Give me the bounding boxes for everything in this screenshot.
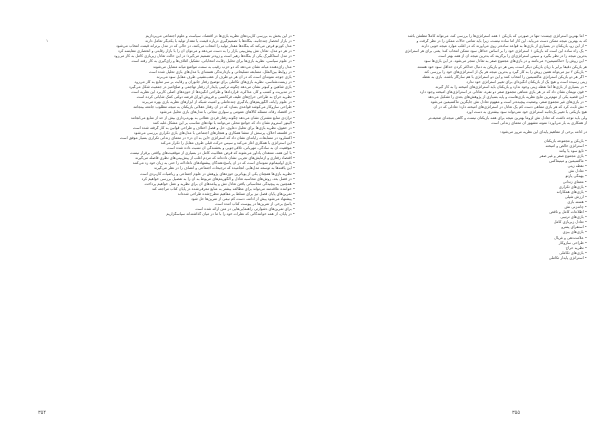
list-item: • طراحی سازوکار xyxy=(558,240,587,245)
text-line: • پاسخ برخی از تمرین‌ها در پیوست کتاب آمده است xyxy=(215,202,295,207)
right-page-number: ۳۵۵ xyxy=(512,410,521,416)
list-item: • تابع سود یا پیامد xyxy=(559,148,587,153)
list-item: • استقرای پسرو xyxy=(561,225,587,230)
list-item: • بازی‌های همکارانه xyxy=(556,189,587,194)
text-line: • در فصل بعد، روش‌های محاسبه تعادل و الگوریتم‌های مربوط به آن را به تفصیل بررسی خواهیم کرد xyxy=(141,176,295,181)
text-line: • در این بخش به بررسی کاربردهای نظریه بازی‌ها در اقتصاد، سیاست و علوم اجتماعی می‌پردازیم xyxy=(145,34,295,38)
text-line: • در پایان، از همه خوانندگانی که نظرات خود را با ما در میان گذاشته‌اند سپاسگزاریم xyxy=(166,212,295,217)
list-item: • استراتژی پایدار تکاملی xyxy=(548,255,587,260)
text-line: ولی باید توجه داشت که تعادل نش لزوماً بهترین نتیجه برای همه بازیکنان نیست و گاهی نتیجه‌ای ضعیف‌تر xyxy=(428,115,587,120)
text-line: • از این رو، بازیکنان در بسیاری از بازی‌ها به قواعد ساده‌تر روی می‌آورند که در اغلب موارد نتیجه خوبی دارند xyxy=(421,44,587,49)
text-line: • در علوم رایانه، الگوریتم‌های یادگیری چندعاملی و امنیت شبکه از ابزارهای نظریه بازی بهره می‌برند xyxy=(141,100,295,105)
list-item: • ماکسیمین و مینیماکس xyxy=(549,159,587,164)
text-line: • نظریه بازی‌ها همچنان یکی از پویاترین حوزه‌های پژوهش در علوم اجتماعی و ریاضیات کاربردی است xyxy=(140,171,295,176)
text-line: • در بسیاری از بازی‌ها اما نقطه زینی وجود ندارد و بازیکنان باید استراتژی‌های آمیخته را به کار گیرند xyxy=(435,84,587,89)
text-line: • بازی اولتیماتوم نمونه‌ای است که در آن پاسخ‌دهندگان پیشنهادهای ناعادلانه را حتی به زیان خود رد می‌کنند xyxy=(132,161,295,166)
list-item: • هسته بازی xyxy=(567,199,587,204)
text-line: که به بهترین نتیجه ممکن دست می‌یابد. این کار اما ساده نیست، زیرا باید تمامی حالات ممکن را در نظر گرفت و xyxy=(416,39,587,44)
list-item: • بازی‌های ترتیبی xyxy=(560,215,587,220)
list-item: • اطلاعات کامل و ناقص xyxy=(549,210,587,215)
list-item: • بهینگی پارتو xyxy=(565,174,587,179)
list-item: • بازی‌های تکاملی xyxy=(559,250,587,255)
text-line: • نظریه حراج به طراحی حراج‌های طیف فرکانسی و فروش اوراق قرضه دولتی کمک شایانی کرده است xyxy=(136,95,295,100)
text-line: هیچ بازیکنی با تغییر یک‌جانبه استراتژی خود نمی‌تواند سود بیشتری به دست آورد xyxy=(466,110,587,115)
text-line: • خواننده علاقه‌مند می‌تواند برای مطالعه بیشتر به منابع معرفی‌شده در پایان کتاب مراجعه کند xyxy=(151,186,295,191)
text-line: • این یافته‌ها به توسعه مدل‌هایی انجامیده که ترجیحات اجتماعی و انصاف را در نظر می‌گیرند xyxy=(153,166,295,171)
list-item: • بازیکن و مجموعه بازیکنان xyxy=(544,138,587,143)
list-item: • بازی‌های تکراری xyxy=(558,184,587,189)
text-line: • پیشنهاد می‌شود پیش از ادامه، دست کم نیمی از تمرین‌ها حل شود xyxy=(191,197,295,201)
text-line: • اگر هر دو بازیکن استراتژی ماکسیمین را انتخاب کنند و این دو استراتژی با هم سازگار باشند، بازی به نقطه xyxy=(422,74,587,79)
right-page-paragraph xyxy=(322,34,587,126)
text-line: • فون نویمان نشان داد که در هر بازی متناهی مجموع صفر دو نفره، تعادلی در استراتژی‌های آمیخته وجود دارد xyxy=(419,90,587,95)
text-line: • در روابط بین‌الملل، مسابقه تسلیحاتی و بازدارندگی هسته‌ای با مدل‌های بازی تحلیل شده است xyxy=(149,69,295,74)
text-line: • این روش را «ماکسیمین» می‌نامند و در بازی‌های مجموع صفر به تعادل منجر می‌شود. در این بازی‌ها سود xyxy=(423,59,587,64)
list-item: • چانه‌زنی نش xyxy=(564,205,587,209)
text-line: • تمرین‌های پایان فصل نیز برای تسلط بر مفاهیم مطرح‌شده طراحی شده‌اند xyxy=(177,191,295,196)
text-line: • در مدیریت و کسب و کار، مذاکره، قراردادها و طراحی انگیزه‌ها از حوزه‌های اصلی کاربرد این نظریه است xyxy=(131,90,295,95)
text-line: از همکاری به بار می‌آورد؛ نمونه مشهور آن معمای زندانی است xyxy=(491,120,587,125)
list-item: • معمای زندانی xyxy=(562,179,587,184)
text-line: • همچنین به پیچیدگی محاسباتی یافتن تعادل نش و پیامدهای آن برای نظریه و عمل خواهیم پرداخت xyxy=(144,181,295,186)
list-item: • تعادل نش xyxy=(568,169,587,174)
list-item: • بازی‌های بیزی xyxy=(562,230,587,235)
text-line: • در علوم سیاسی، نظریه بازی‌ها برای تحلیل رقابت انتخاباتی، تشکیل ائتلاف‌ها و رأی‌گیری به کار رفته است xyxy=(131,59,295,64)
text-line: • نش ثابت کرد که هر بازی متناهی دست کم یک تعادل در استراتژی‌های آمیخته دارد؛ تعادلی که در آن xyxy=(433,105,587,110)
text-line: • در مدل استاکلبرگ یکی از بنگاه‌ها رهبر است و زودتر تصمیم می‌گیرد؛ در این حالت تعادل زیربازی کامل به کار می‌رود xyxy=(113,54,295,59)
list-item: • بازی مجموع صفر و غیر صفر xyxy=(539,154,587,159)
text-line: • در بازی‌های غیر مجموع صفر، وضعیت پیچیده‌تر است و مفهوم تعادل نش جایگزین ماکسیمین می‌شود xyxy=(430,100,587,105)
right-page-list xyxy=(322,139,587,261)
text-line: • اقتصاد رفتاری و آزمایش‌های تجربی نشان داده‌اند که مردم اغلب از پیش‌بینی‌های نظری فاصله می‌گیرند xyxy=(135,156,295,161)
text-line: • با این همه، منتقدان یادآور می‌شوند که فرض عقلانیت کامل در بسیاری از موقعیت‌های واقعی برقرار نیست xyxy=(130,151,295,156)
text-line: • آکسلرود در مسابقات رایانه‌ای نشان داد که استراتژی «این به آن در» در معمای زندانی تکراری بسیار موفق است xyxy=(119,135,295,140)
list-item: • نقطه زینی xyxy=(567,164,587,169)
text-line: • برای تمرین‌های دشوارتر، راهنمایی‌هایی در متن ارائه شده است xyxy=(195,207,295,212)
left-page-number: ۳۵۴ xyxy=(38,410,47,416)
left-page-paragraph xyxy=(30,34,295,217)
text-line: • یک راه ساده این است که بازیکن ۱ استراتژی خود را بر اساس حداقل سود ممکن انتخاب کند؛ یعنی برای هر استراتژی xyxy=(404,49,587,54)
list-item: • ارزش شپلی xyxy=(564,194,587,199)
text-line: • در هر دو مدل، تعادل نش پیش‌بینی بازار را به دست می‌دهد و می‌توان آن را با بازار رقابتی و انحصاری مقایسه کرد xyxy=(117,49,295,54)
text-line: • الینور استروم نشان داد که جوامع محلی می‌توانند با نهادهای مناسب بر این مشکل غلبه کنند xyxy=(152,120,295,125)
text-line: • در فلسفه اخلاق، پرسش از منشأ همکاری و هنجارهای اجتماعی با مدل‌های بازی تکراری بررسی می‌شود xyxy=(133,130,295,135)
text-line: • در اقتصاد رفاه، مسئله کالاهای عمومی و سواری مجانی با مدل‌های بازی تحلیل می‌شود xyxy=(159,110,295,115)
list-item: • استراتژی خالص و آمیخته xyxy=(545,143,587,148)
text-line: • در حقوق، نظریه بازی‌ها برای تحلیل دعاوی، حل و فصل اختلاف و طراحی قوانین به کار گرفته شده است xyxy=(132,125,295,130)
text-line: • این استراتژی با همکاری آغاز می‌کند و سپس حرکت قبلی طرف مقابل را تکرار می‌کند xyxy=(160,140,295,145)
list-item: • علامت‌دهی و غربال xyxy=(554,235,587,240)
text-line: • این قضیه یکی از مهم‌ترین نتایج نظریه بازی‌هاست و پایه بسیاری از پژوهش‌های بعدی را تشکیل می‌دهد xyxy=(428,95,587,100)
text-line: • موفقیت آن به سادگی، مهربانی، تلافی‌جویی و بخشندگی آن نسبت داده شده است xyxy=(167,146,295,151)
text-line: • بازی جوجه نمونه‌ای است که در آن هر دو طرف از عقب‌نشینی طرف مقابل سود می‌برند xyxy=(156,74,295,79)
text-line: بدترین نتیجه را در نظر بگیرد و سپس استراتژی‌ای را برگزیند که بدترین نتیجه آن از همه بهتر است xyxy=(438,54,587,59)
right-page xyxy=(322,34,587,261)
text-line: هر بازیکن دقیقاً برابر با زیان بازیکن دیگر است، پس هر دو بازیکن به دنبال حداکثر کردن حداقل سود خود هستند xyxy=(417,64,587,69)
text-line: • بازیکن ۲ نیز می‌تواند همین روش را به کار گیرد و بدترین نتیجه هر یک از استراتژی‌های خود را بررسی کند xyxy=(424,69,587,74)
left-page-corner-mark: ۱ xyxy=(46,38,49,43)
text-line: • در زیست‌شناسی، نظریه بازی‌های تکاملی برای توضیح رفتار جانوران و رقابت بر سر منابع به کار می‌رود xyxy=(134,79,295,84)
text-line: زینی رسیده است و هیچ یک از بازیکنان انگیزه‌ای برای تغییر استراتژی خود ندارد xyxy=(466,79,587,84)
left-page xyxy=(30,34,295,217)
text-line: • اما بهترین استراتژی چیست: تنها در صورتی که بازیکن ۱ همه استراتژی‌ها را بررسی کند، می‌تواند کاملاً مطمئن باشد xyxy=(407,34,587,38)
text-line: • در بازار انحصار چندجانبه، بنگاه‌ها با تصمیم‌گیری درباره قیمت یا مقدار تولید با یکدیگر تعامل دارند xyxy=(145,39,295,44)
text-line: • بازی شاهین و کبوتر نشان می‌دهد چگونه ترکیبی پایدار از رفتار تهاجمی و صلح‌آمیز در جمعیت شکل می‌گیرد xyxy=(129,84,295,89)
list-item: • تعادل زیربازی کامل xyxy=(553,220,587,225)
right-page-list-intro: در ادامه برخی از مفاهیم پایه‌ای این نظریه مرور می‌شود: xyxy=(500,129,587,134)
list-item: • نظریه حراج xyxy=(565,245,587,250)
text-line: • تراژدی منابع مشترک نشان می‌دهد چگونه رفتار فردی عقلانی به بهره‌برداری بیش از حد از منابع می‌انجامد xyxy=(130,115,295,120)
text-line: • مدل کورنو فرض می‌کند که بنگاه‌ها مقدار تولید را انتخاب می‌کنند، در حالی که در مدل برتراند قیمت انتخاب می‌شود xyxy=(116,44,295,49)
text-line: • طراحی سازوکار می‌کوشد قواعدی بسازد که در آن رفتار عقلانی بازیکنان به نتیجه مطلوب جامعه بینجامد xyxy=(133,105,295,110)
text-line: • مدل رأی‌دهنده میانه نشان می‌دهد که دو حزب رقیب به سمت مواضع میانه متمایل می‌شوند xyxy=(153,64,295,69)
